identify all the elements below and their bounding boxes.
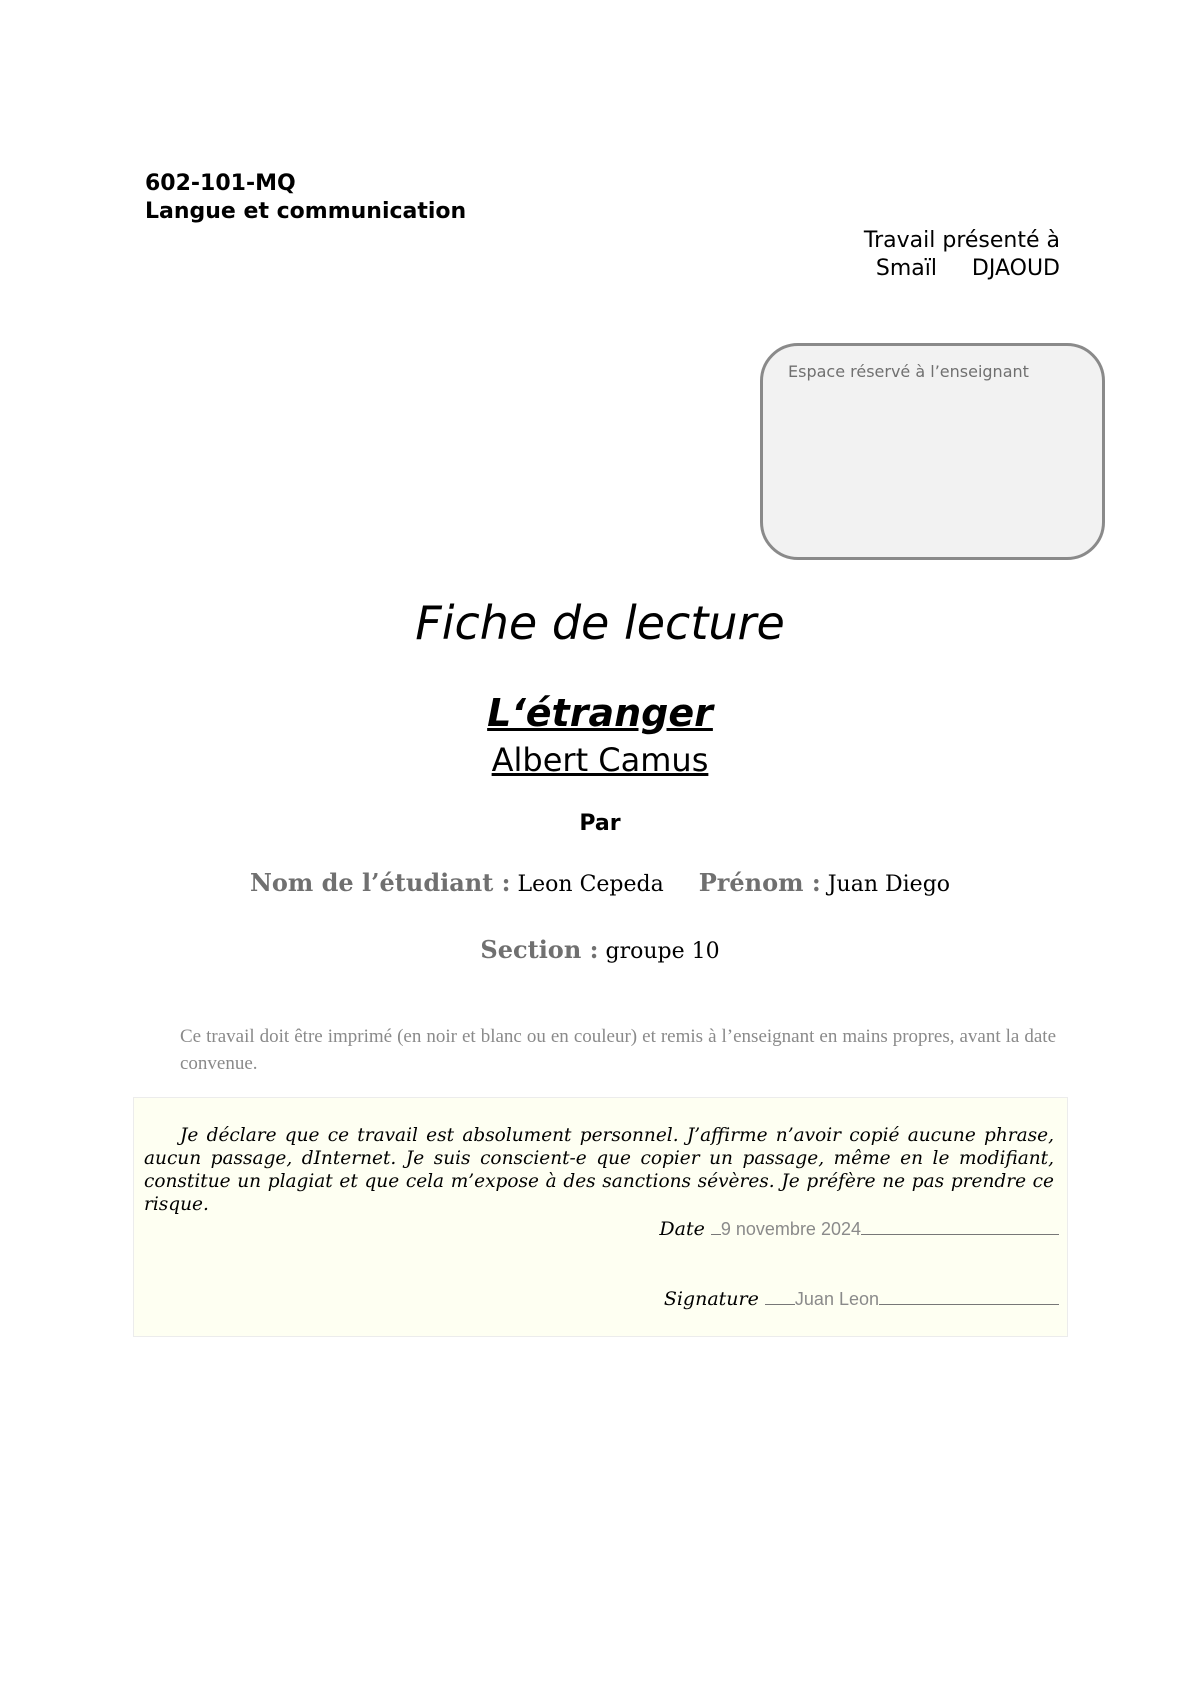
book-title: L‘étranger [487, 691, 713, 735]
book-author: Albert Camus [491, 741, 709, 779]
reserved-box-label: Espace réservé à l’enseignant [788, 362, 1029, 381]
submission-instruction: Ce travail doit être imprimé (en noir et blanc ou en couleur) et remis à l’enseignant en mains propres, avant la date convenue. [180, 1026, 1056, 1074]
declaration-text: Je déclare que ce travail est absolument personnel. J’affirme n’avoir copié aucune phrase, aucun passage, dInternet. Je suis conscient-e que copier un passage, même en le modifiant, constitue un plagiat et que cela m’expose à des sanctions sévères. Je préfère ne pas prendre ce risque. [144, 1125, 1054, 1215]
presented-to: Travail présenté à [863, 228, 1060, 253]
page-title: Fiche de lecture [415, 596, 785, 650]
section-value: groupe 10 [605, 939, 720, 964]
section-label: Section : [480, 935, 599, 964]
teacher-reserved-box [760, 343, 1105, 560]
last-name-label: Nom de l’étudiant : [249, 868, 511, 897]
student-name-line [0, 868, 1200, 900]
first-name-value: Juan Diego [827, 872, 951, 897]
date-label: Date [659, 1218, 705, 1240]
declaration-box [133, 1097, 1068, 1337]
course-code: 602-101-MQ [145, 171, 296, 196]
signature-value: Juan Leon [794, 1289, 879, 1309]
course-name: Langue et communication [145, 199, 467, 224]
signature-label: Signature [663, 1288, 759, 1310]
section-line [0, 935, 1200, 967]
by-label: Par [579, 811, 621, 836]
signature-field [664, 1286, 1059, 1310]
first-name-label: Prénom : [698, 868, 821, 897]
date-field [659, 1216, 1059, 1240]
teacher-name: Smaïl DJAOUD [875, 256, 1060, 281]
last-name-value: Leon Cepeda [517, 872, 664, 897]
date-value: 9 novembre 2024 [720, 1219, 861, 1239]
